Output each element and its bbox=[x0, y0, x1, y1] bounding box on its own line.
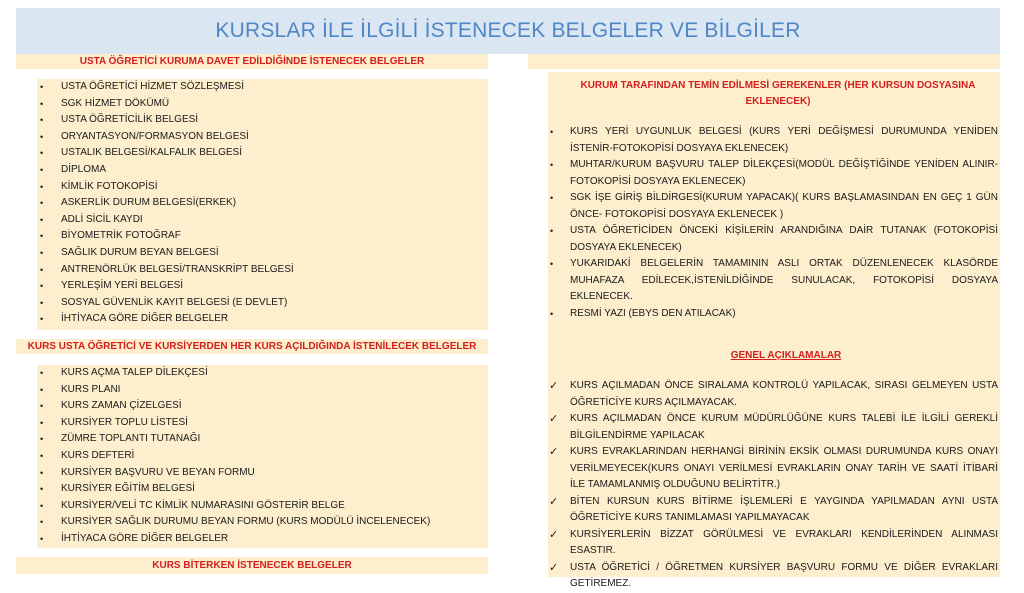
check-icon: ✓ bbox=[549, 561, 559, 574]
list-item bbox=[37, 179, 488, 196]
list-item bbox=[37, 465, 488, 482]
list-item bbox=[548, 190, 998, 223]
list-item bbox=[37, 514, 488, 531]
bullet-icon: • bbox=[40, 181, 44, 192]
list-item bbox=[548, 223, 998, 256]
bullet-icon: • bbox=[40, 533, 44, 544]
list-item-text: USTA ÖĞRETİCİ HİZMET SÖZLEŞMESİ bbox=[61, 81, 244, 92]
list-item-text: KURSİYER/VELİ TC KİMLİK NUMARASINI GÖSTERİR BELGE bbox=[61, 499, 345, 511]
list-item bbox=[37, 531, 488, 548]
bullet-icon: • bbox=[40, 231, 44, 242]
bullet-icon: • bbox=[40, 214, 44, 225]
list-item bbox=[37, 195, 488, 212]
list-item-text: KURSİYER SAĞLIK DURUMU BEYAN FORMU (KURS MODÜLÜ İNCELENECEK) bbox=[61, 516, 431, 528]
list-item bbox=[548, 157, 998, 190]
bullet-icon: • bbox=[40, 314, 44, 325]
bullet-icon: • bbox=[40, 198, 44, 209]
list-item-text: KURS AÇMA TALEP DİLEKÇESİ bbox=[61, 367, 208, 378]
bullet-icon: • bbox=[550, 160, 554, 170]
bullet-icon: • bbox=[40, 297, 44, 308]
invite-documents-list bbox=[37, 79, 488, 328]
each-course-documents-list bbox=[37, 365, 488, 548]
list-item bbox=[37, 295, 488, 312]
list-item-text: SGK İŞE GİRİŞ BİLDİRGESİ(KURUM YAPACAK)( KURS BAŞLAMASINDAN EN GEÇ 1 GÜN ÖNCE- FOTOKOPİSİ DOSYAYA EKLENECEK ) bbox=[570, 192, 998, 220]
bullet-icon: • bbox=[40, 247, 44, 258]
section-header-general: GENEL AÇIKLAMALAR bbox=[730, 350, 842, 361]
list-item bbox=[37, 498, 488, 515]
list-item bbox=[548, 444, 998, 494]
list-item bbox=[37, 79, 488, 96]
bullet-icon: • bbox=[40, 281, 44, 292]
bullet-icon: • bbox=[40, 500, 44, 511]
list-item bbox=[37, 481, 488, 498]
list-item-text: KURS ZAMAN ÇİZELGESİ bbox=[61, 400, 182, 412]
list-item bbox=[37, 365, 488, 382]
list-item-text: RESMİ YAZI (EBYS DEN ATILACAK) bbox=[570, 307, 736, 319]
list-item bbox=[37, 162, 488, 179]
bullet-icon: • bbox=[40, 148, 44, 159]
list-item-text: KURSİYER EĞİTİM BELGESİ bbox=[61, 483, 195, 495]
list-item bbox=[548, 256, 998, 306]
list-item-text: BİYOMETRİK FOTOĞRAF bbox=[61, 230, 181, 242]
list-item bbox=[37, 448, 488, 465]
bullet-icon: • bbox=[40, 98, 44, 109]
section-header-invite: USTA ÖĞRETİCİ KURUMA DAVET EDİLDİĞİNDE İSTENECEK BELGELER bbox=[16, 54, 488, 69]
check-icon: ✓ bbox=[549, 528, 559, 541]
right-column-panel bbox=[548, 72, 1000, 589]
bullet-icon: • bbox=[40, 401, 44, 412]
check-icon: ✓ bbox=[549, 446, 559, 458]
list-item bbox=[37, 382, 488, 399]
list-item-text: ZÜMRE TOPLANTI TUTANAĞI bbox=[61, 433, 201, 445]
bullet-icon: • bbox=[550, 226, 554, 236]
list-item-text: KURS AÇILMADAN ÖNCE KURUM MÜDÜRLÜĞÜNE KURS TALEBİ İLE İLGİLİ GEREKLİ BİLGİLENDİRME YAPILACAK bbox=[570, 413, 998, 441]
list-item-text: USTA ÖĞRETİCİDEN ÖNCEKİ KİŞİLERİN ARANDIĞINA DAİR TUTANAK (FOTOKOPİSİ DOSYAYA EKLENECEK) bbox=[570, 225, 998, 253]
list-item bbox=[37, 129, 488, 146]
list-item bbox=[37, 262, 488, 279]
list-item-text: SAĞLIK DURUM BEYAN BELGESİ bbox=[61, 246, 219, 258]
list-item-text: KURS AÇILMADAN ÖNCE SIRALAMA KONTROLÜ YAPILACAK, SIRASI GELMEYEN USTA ÖĞRETİCİYE KURS AÇILMAYACAK. bbox=[570, 380, 998, 408]
list-item-text: USTALIK BELGESİ/KALFALIK BELGESİ bbox=[61, 147, 243, 159]
list-item bbox=[37, 398, 488, 415]
list-item-text: SGK HİZMET DÖKÜMÜ bbox=[61, 97, 170, 109]
page-title: KURSLAR İLE İLGİLİ İSTENECEK BELGELER VE BİLGİLER bbox=[215, 19, 801, 42]
list-item-text: KURSİYERLERİN BİZZAT GÖRÜLMESİ VE EVRAKLARI KENDİLERİNDEN ALINMASI ESASTIR. bbox=[570, 528, 998, 556]
general-notes-list bbox=[548, 378, 1000, 593]
list-item bbox=[37, 96, 488, 113]
list-item bbox=[548, 560, 998, 593]
list-item bbox=[548, 306, 998, 323]
bullet-icon: • bbox=[40, 450, 44, 461]
list-item-text: DİPLOMA bbox=[61, 163, 107, 175]
list-item-text: KİMLİK FOTOKOPİSİ bbox=[61, 180, 158, 192]
bullet-icon: • bbox=[40, 384, 44, 395]
check-icon: ✓ bbox=[549, 380, 559, 392]
bullet-icon: • bbox=[550, 127, 554, 137]
bullet-icon: • bbox=[40, 115, 44, 126]
section-header-course-end: KURS BİTERKEN İSTENECEK BELGELER bbox=[16, 557, 488, 574]
section-header-institution: KURUM TARAFINDAN TEMİN EDİLMESİ GEREKENLER (HER KURSUN DOSYASINA EKLENECEK) bbox=[580, 80, 976, 107]
check-icon: ✓ bbox=[549, 495, 559, 508]
list-item-text: USTA ÖĞRETİCİLİK BELGESİ bbox=[61, 114, 199, 126]
list-item-text: YUKARIDAKİ BELGELERİN TAMAMININ ASLI ORTAK DÜZENLENECEK KLASÖRDE MUHAFAZA EDİLECEK,İSTENİLDİĞİNDE SUNULACAK, FOTOKOPİSİ DOSYAYA EKLENECEK. bbox=[570, 258, 998, 302]
list-item bbox=[37, 245, 488, 262]
list-item-text: KURS PLANI bbox=[61, 383, 121, 395]
list-item bbox=[37, 311, 488, 328]
bullet-icon: • bbox=[40, 368, 44, 378]
list-item-text: ADLİ SİCİL KAYDI bbox=[61, 213, 143, 225]
list-item-text: USTA ÖĞRETİCİ / ÖĞRETMEN KURSİYER BAŞVURU FORMU VE DİĞER EVRAKLARI GETİREMEZ. bbox=[570, 561, 998, 589]
list-item-text: KURSİYER BAŞVURU VE BEYAN FORMU bbox=[61, 466, 255, 478]
check-icon: ✓ bbox=[549, 413, 559, 425]
list-item-text: ORYANTASYON/FORMASYON BELGESİ bbox=[61, 130, 249, 142]
bullet-icon: • bbox=[40, 164, 44, 175]
list-item-text: ASKERLİK DURUM BELGESİ(ERKEK) bbox=[61, 197, 237, 209]
list-item-text: KURS EVRAKLARINDAN HERHANGİ BİRİNİN EKSİK OLMASI DURUMUNDA KURS ONAYI VERİLMEYECEK(KURS ONAYI VERİLMESİ EVRAKLARIN ONAY TARİH VE SAATİ İTİBARİ İLE TAMAMLANMIŞ OLDUĞUNU BELİRTİTR.) bbox=[570, 446, 998, 490]
list-item bbox=[37, 278, 488, 295]
bullet-icon: • bbox=[40, 484, 44, 495]
list-item bbox=[37, 112, 488, 129]
section-header-blank bbox=[528, 54, 1000, 69]
bullet-icon: • bbox=[40, 82, 44, 92]
title-bar bbox=[16, 8, 1000, 54]
list-item bbox=[548, 378, 998, 411]
bullet-icon: • bbox=[550, 193, 554, 203]
list-item bbox=[37, 228, 488, 245]
list-item bbox=[548, 411, 998, 444]
bullet-icon: • bbox=[40, 264, 44, 275]
institution-documents-list bbox=[548, 124, 1000, 322]
list-item-text: KURS YERİ UYGUNLUK BELGESİ (KURS YERİ DEĞİŞMESİ DURUMUNDA YENİDEN İSTENİR-FOTOKOPİSİ DOSYAYA EKLENECEK) bbox=[570, 126, 998, 154]
list-item bbox=[37, 145, 488, 162]
list-item-text: İHTİYACA GÖRE DİĞER BELGELER bbox=[61, 532, 229, 544]
list-item bbox=[548, 527, 998, 560]
list-item-text: KURS DEFTERİ bbox=[61, 449, 135, 461]
list-item bbox=[37, 212, 488, 229]
bullet-icon: • bbox=[40, 517, 44, 528]
bullet-icon: • bbox=[550, 259, 554, 269]
bullet-icon: • bbox=[40, 131, 44, 142]
section-header-each-course: KURS USTA ÖĞRETİCİ VE KURSİYERDEN HER KURS AÇILDIĞINDA İSTENİLECEK BELGELER bbox=[16, 339, 488, 354]
invite-documents-panel bbox=[37, 79, 488, 330]
list-item-text: BİTEN KURSUN KURS BİTİRME İŞLEMLERİ E YAYGINDA YAPILMADAN AYNI USTA ÖĞRETİCİYE KURS TANIMLAMASI YAPILMAYACAK bbox=[570, 495, 998, 523]
bullet-icon: • bbox=[40, 434, 44, 445]
list-item-text: YERLEŞİM YERİ BELGESİ bbox=[61, 280, 184, 292]
list-item-text: MUHTAR/KURUM BAŞVURU TALEP DİLEKÇESİ(MODÜL DEĞİŞTİĞİNDE YENİDEN ALINIR-FOTOKOPİSİ DOSYAYA EKLENECEK) bbox=[570, 159, 998, 187]
bullet-icon: • bbox=[40, 417, 44, 428]
list-item bbox=[548, 494, 998, 527]
list-item bbox=[548, 124, 998, 157]
each-course-documents-panel bbox=[37, 365, 488, 548]
bullet-icon: • bbox=[40, 467, 44, 478]
list-item bbox=[37, 431, 488, 448]
bullet-icon: • bbox=[550, 308, 554, 319]
list-item-text: SOSYAL GÜVENLİK KAYIT BELGESİ (E DEVLET) bbox=[61, 296, 288, 308]
list-item-text: İHTİYACA GÖRE DİĞER BELGELER bbox=[61, 313, 229, 325]
list-item bbox=[37, 415, 488, 432]
list-item-text: ANTRENÖRLÜK BELGESİ/TRANSKRİPT BELGESİ bbox=[61, 263, 294, 275]
list-item-text: KURSİYER TOPLU LİSTESİ bbox=[61, 416, 188, 428]
